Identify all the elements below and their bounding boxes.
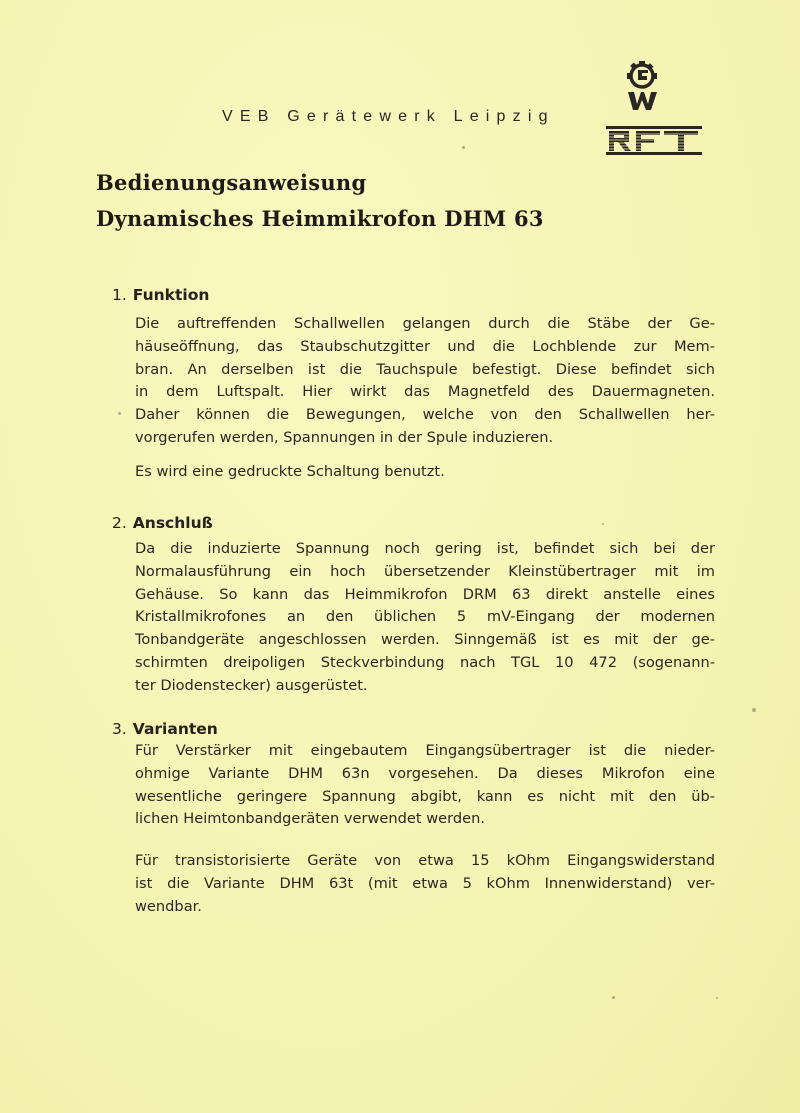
text-line: Daher können die Bewegungen, welche von den Schallwellen her- bbox=[135, 406, 715, 424]
section-1-heading bbox=[112, 286, 209, 304]
section-title: Funktion bbox=[132, 286, 210, 304]
paper-speck bbox=[716, 997, 718, 999]
text-line: ohmige Variante DHM 63n vorgesehen. Da dieses Mikrofon eine bbox=[135, 764, 715, 782]
company-name: VEB Gerätewerk Leipzig bbox=[222, 108, 555, 125]
text-line: vorgerufen werden, Spannungen in der Spule induzieren. bbox=[135, 428, 554, 446]
text-line: häuseöffnung, das Staubschutzgitter und die Lochblende zur Mem- bbox=[135, 337, 715, 355]
text-line: Gehäuse. So kann das Heimmikrofon DRM 63 direkt anstelle eines bbox=[135, 585, 715, 603]
text-line: bran. An derselben ist die Tauchspule befestigt. Diese befindet sich bbox=[135, 360, 715, 378]
text-line: wendbar. bbox=[135, 897, 202, 915]
paper-speck bbox=[602, 523, 604, 525]
section-3-paragraph-1 bbox=[135, 740, 715, 831]
text-line: Tonbandgeräte angeschlossen werden. Sinngemäß ist es mit der ge- bbox=[135, 631, 715, 649]
text-line: ist die Variante DHM 63t (mit etwa 5 kOhm Innenwiderstand) ver- bbox=[135, 874, 715, 892]
section-2-heading bbox=[112, 514, 213, 532]
section-2-paragraph-1 bbox=[135, 538, 715, 698]
text-line: Kristallmikrofones an den üblichen 5 mV-Eingang der modernen bbox=[135, 608, 715, 626]
section-number: 2. bbox=[112, 514, 127, 532]
section-title: Varianten bbox=[132, 720, 218, 738]
section-title: Anschluß bbox=[132, 514, 213, 532]
section-1-paragraph-1 bbox=[135, 313, 715, 450]
section-number: 1. bbox=[112, 286, 127, 304]
paper-speck bbox=[612, 996, 615, 999]
text-line: in dem Luftspalt. Hier wirkt das Magnetfeld des Dauermagneten. bbox=[135, 383, 715, 401]
title-line-1: Bedienungsanweisung bbox=[96, 170, 367, 195]
section-3-paragraph-2 bbox=[135, 850, 715, 918]
paper-speck bbox=[118, 412, 121, 415]
text-line: wesentliche geringere Spannung abgibt, kann es nicht mit den üb- bbox=[135, 787, 715, 805]
text-line: Für Verstärker mit eingebautem Eingangsübertrager ist die nieder- bbox=[135, 742, 715, 759]
text-line: schirmten dreipoligen Steckverbindung nach TGL 10 472 (sogenann- bbox=[135, 653, 715, 671]
title-line-2: Dynamisches Heimmikrofon DHM 63 bbox=[96, 206, 544, 231]
section-3-heading bbox=[112, 720, 218, 738]
rft-logo bbox=[604, 58, 704, 158]
paper-speck bbox=[462, 146, 465, 149]
text-line: Die auftreffenden Schallwellen gelangen durch die Stäbe der Ge- bbox=[135, 315, 715, 332]
text-line: lichen Heimtonbandgeräten verwendet werden. bbox=[135, 810, 486, 828]
text-line: ter Diodenstecker) ausgerüstet. bbox=[135, 676, 368, 694]
text-line: Da die induzierte Spannung noch gering ist, befindet sich bei der bbox=[135, 540, 715, 557]
paper-speck bbox=[752, 708, 756, 712]
section-number: 3. bbox=[112, 720, 127, 738]
text-line: Normalausführung ein hoch übersetzender Kleinstübertrager mit im bbox=[135, 562, 715, 580]
text-line: Für transistorisierte Geräte von etwa 15 kOhm Eingangswiderstand bbox=[135, 852, 715, 869]
text-line: Es wird eine gedruckte Schaltung benutzt. bbox=[135, 463, 445, 480]
section-1-paragraph-2 bbox=[135, 461, 715, 484]
